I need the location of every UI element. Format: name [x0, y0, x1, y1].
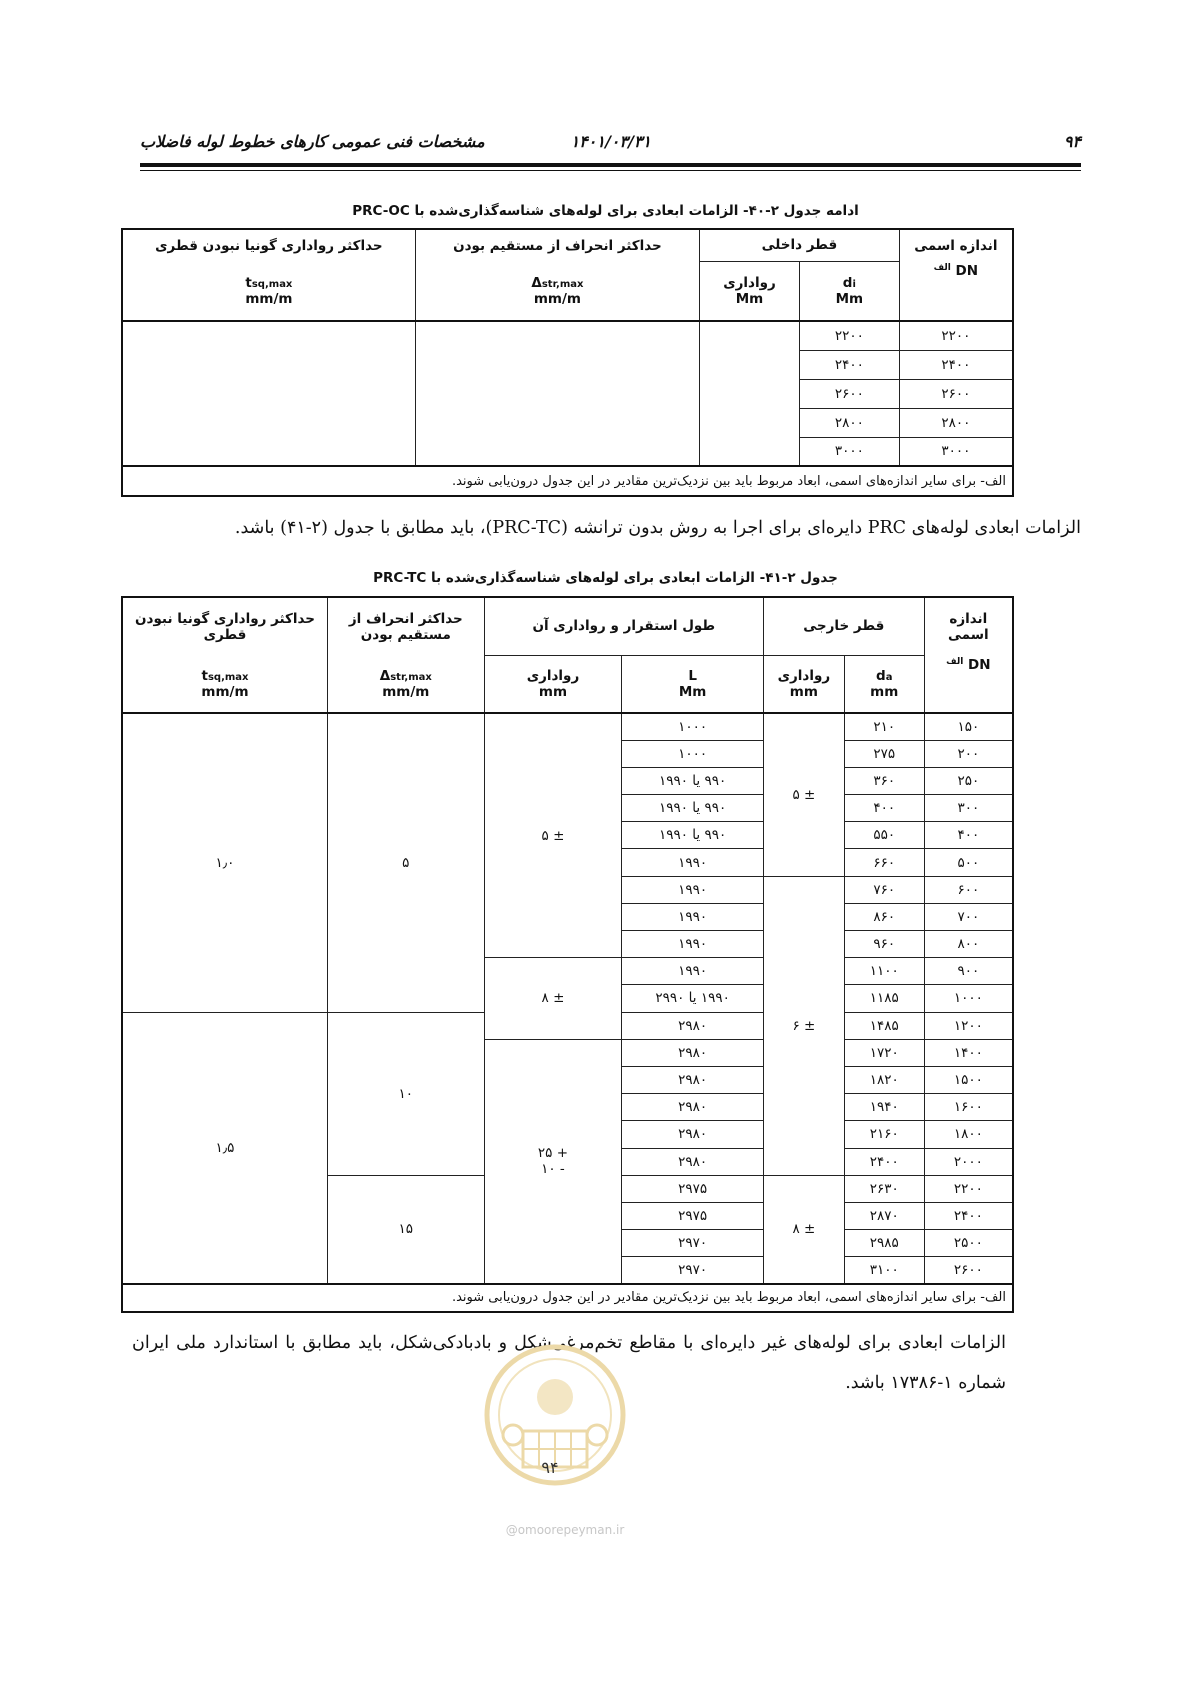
t2-dn-cell: ۲۵۰ — [924, 767, 1013, 794]
t2-l-cell: ۱۹۹۰ — [622, 876, 764, 903]
t2-l-tolerance-minus: - ۱۰ — [541, 1161, 565, 1178]
t2-da-cell: ۲۴۰۰ — [844, 1148, 924, 1175]
t1-nominal-size-header: اندازه اسمی — [899, 229, 1013, 261]
t2-l-unit: Mm — [678, 683, 707, 700]
t2-straightness-symbol: Δ — [379, 667, 391, 684]
t1-straightness-cell — [415, 321, 699, 466]
t2-da-tolerance-cell: ± ۵ — [763, 713, 844, 876]
t2-l-cell: ۹۹۰ یا ۱۹۹۰ — [622, 767, 764, 794]
t1-squareness-header: حداکثر رواداری گونیا نبودن قطری — [122, 229, 415, 261]
table1 — [121, 228, 1014, 497]
t2-da-tolerance-header — [763, 655, 844, 713]
t2-dn-cell: ۲۴۰۰ — [924, 1202, 1013, 1229]
t2-da-cell: ۳۱۰۰ — [844, 1257, 924, 1284]
t2-da-cell: ۸۶۰ — [844, 903, 924, 930]
t1-inner-diameter-header: قطر داخلی — [700, 229, 900, 261]
t2-squareness-symbol: t — [201, 667, 208, 684]
t2-outer-diameter-header: قطر خارجی — [763, 597, 924, 655]
t2-da-cell: ۱۱۰۰ — [844, 958, 924, 985]
t1-di-cell: ۲۲۰۰ — [799, 321, 899, 350]
t2-l-cell: ۹۹۰ یا ۱۹۹۰ — [622, 822, 764, 849]
t2-dn-cell: ۲۰۰ — [924, 740, 1013, 767]
table2-caption: جدول ۲-۴۱- الزامات ابعادی برای لوله‌های شناسه‌گذاری‌شده با PRC-TC — [373, 570, 838, 586]
t2-da-cell: ۲۷۵ — [844, 740, 924, 767]
t1-dn-cell: ۳۰۰۰ — [899, 437, 1013, 466]
t1-straightness-sym-header — [415, 261, 699, 321]
t1-dn-symbol: DN — [955, 263, 979, 279]
t2-dn-symbol: DN — [968, 657, 991, 673]
t2-dn-cell: ۳۰۰ — [924, 795, 1013, 822]
t2-l-symbol: L — [688, 667, 697, 684]
t2-l-cell: ۲۹۸۰ — [622, 1039, 764, 1066]
t1-straightness-unit: mm/m — [533, 290, 581, 307]
paragraph-noncircular: الزامات ابعادی برای لوله‌های غیر دایره‌ای با مقاطع تخم‌مرغی‌شکل و بادبادکی‌شکل، باید مطابق با استاندارد ملی ایران شماره ۱-۱۷۳۸۶ باشد. — [132, 1333, 1006, 1393]
t2-jacking-length-header: طول استقرار و رواداری آن — [484, 597, 763, 655]
t2-da-cell: ۹۶۰ — [844, 931, 924, 958]
t2-l-tolerance-plus: + ۲۵ — [537, 1145, 569, 1162]
t2-da-cell: ۲۱۰ — [844, 713, 924, 740]
t2-dn-header — [924, 655, 1013, 713]
t2-dn-cell: ۸۰۰ — [924, 931, 1013, 958]
t1-di-cell: ۳۰۰۰ — [799, 437, 899, 466]
t2-da-cell: ۱۱۸۵ — [844, 985, 924, 1012]
t2-da-tolerance-unit: mm — [789, 683, 818, 700]
page-header — [140, 128, 1081, 158]
t2-da-tolerance-label: رواداری — [777, 667, 831, 684]
table-row — [122, 713, 1013, 740]
t1-straightness-symbol: Δ — [531, 274, 542, 291]
t2-l-tolerance-label: رواداری — [526, 667, 580, 684]
table2 — [121, 596, 1014, 1313]
t2-l-cell: ۱۹۹۰ — [622, 903, 764, 930]
header-title: مشخصات فنی عمومی کارهای خطوط لوله فاضلاب — [140, 132, 485, 151]
t1-straightness-sub: str,max — [541, 278, 584, 290]
bottom-page-number: ۹۴ — [541, 1458, 559, 1477]
t2-dn-cell: ۹۰۰ — [924, 958, 1013, 985]
t2-l-cell: ۲۹۷۰ — [622, 1230, 764, 1257]
t1-dn-cell: ۲۸۰۰ — [899, 408, 1013, 437]
t1-dn-note: الف — [933, 263, 951, 273]
t2-squareness-header: حداکثر رواداری گونیا نبودن قطری — [122, 597, 328, 655]
watermark-url: @omoorepeyman.ir — [505, 1523, 625, 1537]
t2-da-cell: ۶۶۰ — [844, 849, 924, 876]
t1-di-cell: ۲۴۰۰ — [799, 350, 899, 379]
t2-squareness-sub: sq,max — [207, 671, 249, 683]
t2-straightness-header: حداکثر انحراف از مستقیم بودن — [328, 597, 485, 655]
t2-nominal-size-header: اندازه اسمی — [924, 597, 1013, 655]
t2-da-header — [844, 655, 924, 713]
t2-l-cell: ۱۹۹۰ — [622, 849, 764, 876]
t1-tolerance-label: رواداری — [723, 274, 776, 291]
t2-l-cell: ۲۹۸۰ — [622, 1066, 764, 1093]
t2-l-tolerance-cell: ± ۵ — [484, 713, 622, 958]
table-row — [122, 321, 1013, 350]
t2-dn-cell: ۱۲۰۰ — [924, 1012, 1013, 1039]
t2-l-tolerance-cell — [484, 1039, 622, 1284]
t2-footnote: الف- برای سایر اندازه‌های اسمی، ابعاد مربوط باید بین نزدیک‌ترین مقادیر در این جدول درون‌یابی شوند. — [122, 1284, 1013, 1312]
t1-dn-cell: ۲۶۰۰ — [899, 379, 1013, 408]
t2-l-cell: ۲۹۸۰ — [622, 1121, 764, 1148]
t2-l-cell: ۹۹۰ یا ۱۹۹۰ — [622, 795, 764, 822]
table1-caption: ادامه جدول ۲-۴۰- الزامات ابعادی برای لوله‌های شناسه‌گذاری‌شده با PRC-OC — [352, 203, 859, 219]
t1-di-header — [799, 261, 899, 321]
t2-l-cell: ۲۹۷۰ — [622, 1257, 764, 1284]
t2-da-cell: ۱۷۲۰ — [844, 1039, 924, 1066]
t2-da-cell: ۳۶۰ — [844, 767, 924, 794]
t2-l-cell: ۱۰۰۰ — [622, 713, 764, 740]
t2-da-symbol: d — [876, 667, 886, 684]
t2-l-cell: ۲۹۸۰ — [622, 1012, 764, 1039]
t2-l-cell: ۱۰۰۰ — [622, 740, 764, 767]
t2-l-cell: ۲۹۷۵ — [622, 1175, 764, 1202]
t2-squareness-cell: ۱٫۵ — [122, 1012, 328, 1284]
t2-dn-cell: ۲۰۰۰ — [924, 1148, 1013, 1175]
t2-da-cell: ۲۸۷۰ — [844, 1202, 924, 1229]
t2-da-cell: ۲۱۶۰ — [844, 1121, 924, 1148]
t2-straightness-cell: ۱۵ — [328, 1175, 485, 1284]
t1-di-unit: Mm — [835, 290, 864, 307]
t1-dn-cell: ۲۲۰۰ — [899, 321, 1013, 350]
t1-tolerance-unit: Mm — [735, 290, 764, 307]
t1-di-cell: ۲۶۰۰ — [799, 379, 899, 408]
t2-dn-cell: ۱۶۰۰ — [924, 1094, 1013, 1121]
t1-squareness-unit: mm/m — [245, 290, 293, 307]
t1-footnote: الف- برای سایر اندازه‌های اسمی، ابعاد مربوط باید بین نزدیک‌ترین مقادیر در این جدول درون‌یابی شوند. — [122, 466, 1013, 496]
header-rule-thick — [140, 163, 1081, 167]
t2-l-tolerance-header — [484, 655, 622, 713]
t2-straightness-cell: ۱۰ — [328, 1012, 485, 1175]
t2-dn-cell: ۲۲۰۰ — [924, 1175, 1013, 1202]
t2-dn-cell: ۲۵۰۰ — [924, 1230, 1013, 1257]
t1-squareness-symbol: t — [245, 274, 252, 291]
t2-squareness-cell: ۱٫۰ — [122, 713, 328, 1012]
t2-dn-cell: ۷۰۰ — [924, 903, 1013, 930]
t2-da-cell: ۱۹۴۰ — [844, 1094, 924, 1121]
paragraph-trenchless: الزامات ابعادی لوله‌های PRC دایره‌ای برای اجرا به روش بدون ترانشه (PRC-TC)، باید مطابق با جدول (۲-۴۱) باشد. — [234, 518, 1081, 538]
header-rule-thin — [140, 170, 1081, 171]
t2-dn-cell: ۱۵۰ — [924, 713, 1013, 740]
t2-dn-cell: ۱۸۰۰ — [924, 1121, 1013, 1148]
t2-da-cell: ۷۶۰ — [844, 876, 924, 903]
t2-da-cell: ۵۵۰ — [844, 822, 924, 849]
t2-da-tolerance-cell: ± ۶ — [763, 876, 844, 1175]
t2-da-cell: ۱۸۲۰ — [844, 1066, 924, 1093]
t2-l-header — [622, 655, 764, 713]
t2-dn-cell: ۱۵۰۰ — [924, 1066, 1013, 1093]
t1-di-symbol: d — [842, 274, 853, 291]
t2-dn-cell: ۱۰۰۰ — [924, 985, 1013, 1012]
t1-straightness-header: حداکثر انحراف از مستقیم بودن — [415, 229, 699, 261]
t2-l-cell: ۲۹۷۵ — [622, 1202, 764, 1229]
t2-l-cell: ۱۹۹۰ یا ۲۹۹۰ — [622, 985, 764, 1012]
t1-dn-cell: ۲۴۰۰ — [899, 350, 1013, 379]
header-date: ۱۴۰۱/۰۳/۳۱ — [570, 132, 651, 151]
t1-di-cell: ۲۸۰۰ — [799, 408, 899, 437]
t1-squareness-sub: sq,max — [251, 278, 293, 290]
t2-straightness-cell: ۵ — [328, 713, 485, 1012]
t2-squareness-unit: mm/m — [201, 683, 249, 700]
t2-da-cell: ۴۰۰ — [844, 795, 924, 822]
t2-da-cell: ۲۹۸۵ — [844, 1230, 924, 1257]
t2-da-cell: ۲۶۳۰ — [844, 1175, 924, 1202]
t2-da-cell: ۱۴۸۵ — [844, 1012, 924, 1039]
t2-dn-cell: ۶۰۰ — [924, 876, 1013, 903]
t1-dn-header — [899, 261, 1013, 321]
t2-straightness-unit: mm/m — [382, 683, 430, 700]
t2-l-tolerance-cell: ± ۸ — [484, 958, 622, 1040]
t2-dn-cell: ۴۰۰ — [924, 822, 1013, 849]
t2-straightness-sub: str,max — [390, 671, 432, 683]
t2-dn-cell: ۱۴۰۰ — [924, 1039, 1013, 1066]
t2-da-sub: a — [885, 671, 893, 683]
t2-straightness-sym-header — [328, 655, 485, 713]
t2-dn-cell: ۵۰۰ — [924, 849, 1013, 876]
t2-l-cell: ۲۹۸۰ — [622, 1148, 764, 1175]
t1-tolerance-cell — [700, 321, 800, 466]
t1-di-sub: i — [852, 278, 856, 290]
t2-dn-note: الف — [946, 657, 964, 667]
t2-l-tolerance-unit: mm — [538, 683, 568, 700]
t1-squareness-sym-header — [122, 261, 415, 321]
t1-tolerance-header — [700, 261, 800, 321]
t2-l-cell: ۱۹۹۰ — [622, 958, 764, 985]
t2-squareness-sym-header — [122, 655, 328, 713]
t2-da-tolerance-cell: ± ۸ — [763, 1175, 844, 1284]
t2-dn-cell: ۲۶۰۰ — [924, 1257, 1013, 1284]
t2-l-cell: ۲۹۸۰ — [622, 1094, 764, 1121]
t1-squareness-cell — [122, 321, 415, 466]
page-number: ۹۴ — [1063, 132, 1081, 151]
t2-da-unit: mm — [870, 683, 899, 700]
t2-l-cell: ۱۹۹۰ — [622, 931, 764, 958]
